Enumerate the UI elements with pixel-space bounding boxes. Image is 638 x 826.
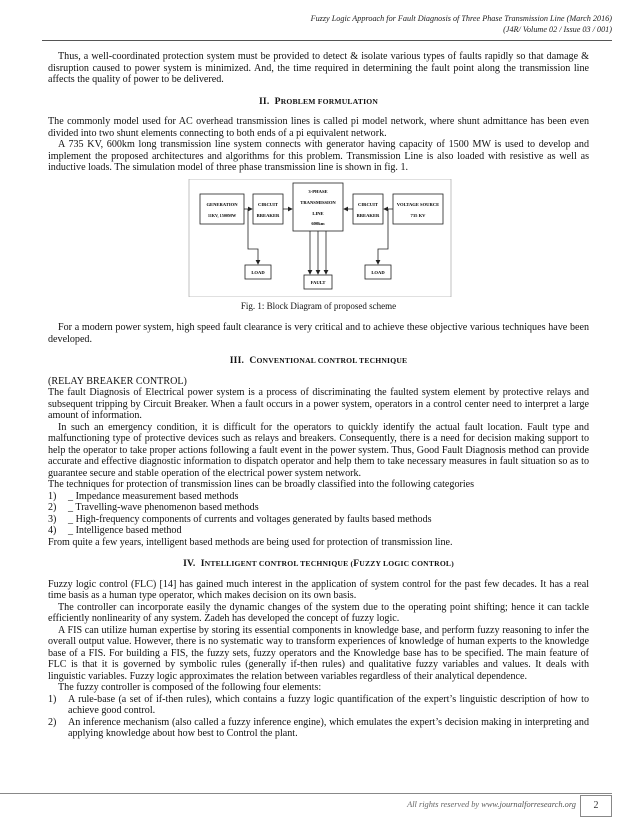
journal-link[interactable]: www.journalforresearch.org — [481, 800, 576, 809]
voltage-source-rating: 735 KV — [410, 212, 426, 218]
section-3-paragraph-1: The fault Diagnosis of Electrical power system is a process of discriminating the faulted system element by protective relays and subsequent tripping by Circuit Breaker. When a fault occurs in a power system, operators in a control center need to interpret a large amount of information. — [48, 387, 589, 421]
section-4-paragraph-1: Fuzzy logic control (FLC) [14] has gained much interest in the application of system control for the past few decades. It has a real time basis as a human type operator, which makes decision on its own basis. — [48, 578, 589, 601]
block-diagram-figure — [48, 179, 589, 297]
article-body — [48, 51, 589, 740]
footer-copyright: All rights reserved by www.journalforresearch.org — [407, 800, 576, 809]
generation-rating: 11KV, 1500MW — [207, 212, 237, 218]
generation-box — [200, 194, 244, 224]
page-number: 2 — [580, 795, 612, 817]
transmission-line-length: 600km — [311, 220, 325, 226]
intro-paragraph: Thus, a well-coordinated protection system must be provided to detect & isolate various types of faults rapidly so that damage & disruption caused to power system is minimized. And, the time required in determining the fault point along the transmission line affects the quality of power to be delivered. — [48, 51, 589, 85]
header-title: Fuzzy Logic Approach for Fault Diagnosis of Three Phase Transmission Line (March 2016) — [310, 14, 612, 23]
footer-rule — [0, 793, 612, 794]
section-3-paragraph-3: The techniques for protection of transmission lines can be broadly classified into the following categories — [48, 479, 475, 490]
list-item: 1) A rule-base (a set of if-then rules), which contains a fuzzy logic quantification of the expert’s linguistic description of how to achieve good control. — [48, 693, 589, 716]
circuit-breaker-2-box — [353, 194, 383, 224]
section-4-heading: IV. INTELLIGENT CONTROL TECHNIQUE (FUZZY LOGIC CONTROL) — [183, 558, 454, 569]
list-item: 2) An inference mechanism (also called a fuzzy inference engine), which emulates the expert’s decision making in interpreting and applying knowledge about how best to Control the plant. — [48, 716, 589, 739]
section-3-heading: III. CONVENTIONAL CONTROL TECHNIQUE — [229, 355, 408, 366]
load-1-label: LOAD — [251, 269, 265, 275]
list-item: 2) _ Travelling-wave phenomenon based methods — [48, 502, 259, 513]
section-4-paragraph-3: A FIS can utilize human expertise by storing its essential components in knowledge base, and perform fuzzy reasoning to infer the overall output value. However, there is no systematic way to transform experiences of knowledge of human experts to the knowledge base of a FIS. For building a FIS, the fuzzy sets, fuzzy operators and the Knowledge base has to be specified. The main feature of FLC is that it is governed by symbolic rules (generally if-then rules) and qualitative fuzzy variables and values. It deals with linguistic variables. Fuzzy logic approximates the relation between variables regardless of their analytical dependence. — [48, 624, 589, 682]
load-2-label: LOAD — [371, 269, 385, 275]
list-item: 4) _ Intelligence based method — [48, 525, 182, 536]
transmission-line-label-1: 3-PHASE — [308, 188, 328, 194]
protection-methods-list — [48, 491, 589, 537]
circuit-breaker-2-label-2: BREAKER — [356, 212, 380, 218]
transmission-line-label-3: LINE — [312, 210, 324, 216]
circuit-breaker-2-label-1: CIRCUIT — [358, 201, 378, 207]
running-header — [311, 14, 612, 35]
fault-label: FAULT — [310, 279, 326, 285]
header-rule — [42, 40, 612, 41]
section-2-heading: II. PROBLEM FORMULATION — [258, 95, 379, 107]
section-3-paragraph-2: In such an emergency condition, it is difficult for the operators to quickly identify the actual fault location. Fault type and malfunctioning type of protective devices such as relays and breakers. Consequently, there is a need for decision making support to help the operator to take proper actions following a fault event in the power system. Thus, Good Fault Diagnosis method can provide accurate and effective diagnostic information to dispatch operator and help them to take necessary measures in fault situation so as to guarantee secure and stable operation of the electrical power system network. — [48, 421, 589, 479]
block-diagram — [48, 179, 589, 297]
figure-caption: Fig. 1: Block Diagram of proposed scheme — [240, 300, 397, 311]
section-3-paragraph-4: From quite a few years, intelligent based methods are being used for protection of transmission line. — [48, 536, 453, 548]
generation-label: GENERATION — [206, 201, 238, 207]
section-2-paragraph-1: The commonly model used for AC overhead transmission lines is called pi model network, where shunt admittance has been even divided into two shunt elements connecting to both ends of a pi equivalent network. — [48, 116, 589, 139]
header-volume: (J4R/ Volume 02 / Issue 03 / 001) — [503, 24, 612, 34]
circuit-breaker-1-label-2: BREAKER — [256, 212, 280, 218]
section-3-subheading: (RELAY BREAKER CONTROL) — [48, 375, 187, 387]
circuit-breaker-1-box — [253, 194, 283, 224]
voltage-source-label: VOLTAGE SOURCE — [396, 201, 440, 207]
list-item: 1) _ Impedance measurement based methods — [48, 490, 239, 502]
after-figure-paragraph: For a modern power system, high speed fault clearance is very critical and to achieve these objective various techniques have been developed. — [48, 322, 589, 345]
section-4-paragraph-4: The fuzzy controller is composed of the following four elements: — [58, 682, 322, 693]
section-2-paragraph-2: A 735 KV, 600km long transmission line system connects with generator having capacity of 1500 MW is used to develop and implement the proposed architectures and algorithms for this problem. Transmission Line is also loaded with resistive as well as inductive loads. The simulation model of three phase transmission line is shown in fig. 1. — [48, 139, 589, 173]
section-4-paragraph-2: The controller can incorporate easily the dynamic changes of the system due to the operating point shifting; hence it can tackle efficiently nonlinearity of any system. Zadeh has developed the concept of fuzzy logic. — [48, 601, 589, 624]
voltage-source-box — [393, 194, 443, 224]
fuzzy-controller-elements-list — [48, 694, 589, 740]
list-item: 3) _ High-frequency components of currents and voltages generated by faults based methods — [48, 513, 432, 525]
transmission-line-label-2: TRANSMISSION — [300, 199, 336, 205]
circuit-breaker-1-label-1: CIRCUIT — [258, 201, 278, 207]
